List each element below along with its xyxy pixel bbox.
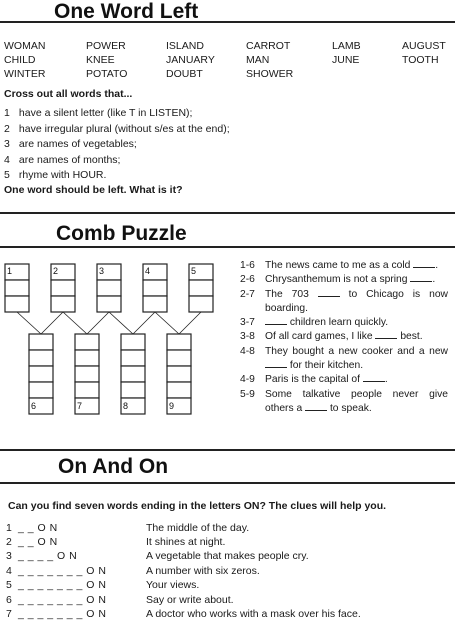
answer-pattern[interactable]: _ _ O N [18,536,58,548]
answer-blank[interactable] [318,288,340,297]
comb-connector [17,312,41,334]
on-row: 2 _ _ O N It shines at night. [6,536,226,548]
word: DOUBT [166,68,203,80]
word: TOOTH [402,54,439,66]
answer-pattern[interactable]: _ _ _ _ _ _ _ O N [18,594,107,606]
clue-item: 4-9 Paris is the capital of . [240,374,388,386]
box-number: 5 [191,266,197,276]
answer-pattern[interactable]: _ _ _ _ _ _ _ O N [18,579,107,591]
intro-text: Can you find seven words ending in the letters ON? The clues will help you. [8,500,387,512]
comb-connector [109,312,133,334]
word: AUGUST [402,40,446,52]
rule-item: 3 are names of vegetables; [4,138,137,150]
box-number: 4 [145,266,151,276]
rule-item: 5 rhyme with HOUR. [4,169,107,181]
clue-item: 4-8 They bought a new cooker and a new for their kitchen. [240,345,448,372]
on-row: 7 _ _ _ _ _ _ _ O N A doctor who works with a mask over his face. [6,608,361,620]
comb-top-box-2[interactable] [51,264,75,312]
clue-item: 2-6 Chrysanthemum is not a spring . [240,274,436,286]
clue-item: 2-7 The 703 to Chicago is now boarding. [240,288,448,314]
word: WINTER [4,68,46,80]
on-row: 6 _ _ _ _ _ _ _ O N Say or write about. [6,594,234,606]
answer-pattern[interactable]: _ _ _ _ _ _ _ O N [18,565,107,577]
answer-blank[interactable] [305,402,327,411]
answer-blank[interactable] [265,359,287,368]
comb-connector [155,312,179,334]
comb-top-box-5[interactable] [189,264,213,312]
box-number: 7 [77,401,83,411]
answer-pattern[interactable]: _ _ _ _ _ _ _ O N [18,608,107,620]
comb-bottom-box-7[interactable] [75,334,99,414]
answer-blank[interactable] [265,316,287,325]
on-row: 1 _ _ O N The middle of the day. [6,522,250,534]
box-number: 8 [123,401,129,411]
rule-item: 1 have a silent letter (like T in LISTEN); [4,107,193,119]
section-title-on-and-on: On And On [58,455,169,478]
box-number: 9 [169,401,175,411]
section-rule-3 [0,449,455,451]
word-grid [4,40,455,80]
box-number: 1 [7,266,13,276]
clue-item: 3-8 Of all card games, I like best. [240,331,423,343]
rule-item: 4 are names of months; [4,153,121,166]
box-number: 3 [99,266,105,276]
section-rule-2b [0,246,455,248]
on-row: 3 _ _ _ _ O N A vegetable that makes people cry. [6,550,309,562]
word: WOMAN [4,40,46,52]
answer-pattern[interactable]: _ _ O N [18,522,58,534]
comb-connector [87,312,109,334]
comb-bottom-box-8[interactable] [121,334,145,414]
section-rule-2 [0,212,455,214]
word: POTATO [86,68,128,80]
comb-puzzle-grid [0,258,232,438]
word: JUNE [332,54,360,66]
clue-list [240,259,448,416]
word: CARROT [246,40,291,52]
comb-connector [41,312,63,334]
comb-connector [179,312,201,334]
word: SHOWER [246,68,294,80]
answer-pattern[interactable]: _ _ _ _ O N [18,550,78,562]
word: POWER [86,40,126,52]
box-number: 6 [31,401,37,411]
clue-item: 5-9 Some talkative people never give others a to speak. [240,388,448,414]
word: JANUARY [166,54,215,66]
box-number: 2 [53,266,59,276]
question: One word should be left. What is it? [4,184,183,196]
on-row: 5 _ _ _ _ _ _ _ O N Your views. [6,579,200,591]
word: KNEE [86,54,115,66]
answer-blank[interactable] [410,273,432,282]
instruction: Cross out all words that... [4,88,133,100]
comb-top-box-1[interactable] [5,264,29,312]
answer-blank[interactable] [413,259,435,268]
section-title-comb-puzzle: Comb Puzzle [56,222,187,245]
answer-blank[interactable] [375,330,397,339]
comb-bottom-box-6[interactable] [29,334,53,414]
comb-connector [133,312,155,334]
clue-item: 1-6 The news came to me as a cold . [240,260,439,271]
rules-list [4,106,230,184]
comb-top-box-3[interactable] [97,264,121,312]
comb-top-box-4[interactable] [143,264,167,312]
word: LAMB [332,40,361,52]
section-title-one-word-left: One Word Left [54,0,199,23]
clue-item: 3-7 children learn quickly. [240,317,389,329]
comb-connector [63,312,87,334]
rule-item: 2 have irregular plural (without s/es at the end); [4,122,230,135]
section-rule-3b [0,482,455,484]
word: ISLAND [166,40,204,52]
on-row: 4 _ _ _ _ _ _ _ O N A number with six zeros. [6,565,260,577]
comb-bottom-box-9[interactable] [167,334,191,414]
word: MAN [246,54,270,66]
word: CHILD [4,54,36,66]
answer-blank[interactable] [363,373,385,382]
